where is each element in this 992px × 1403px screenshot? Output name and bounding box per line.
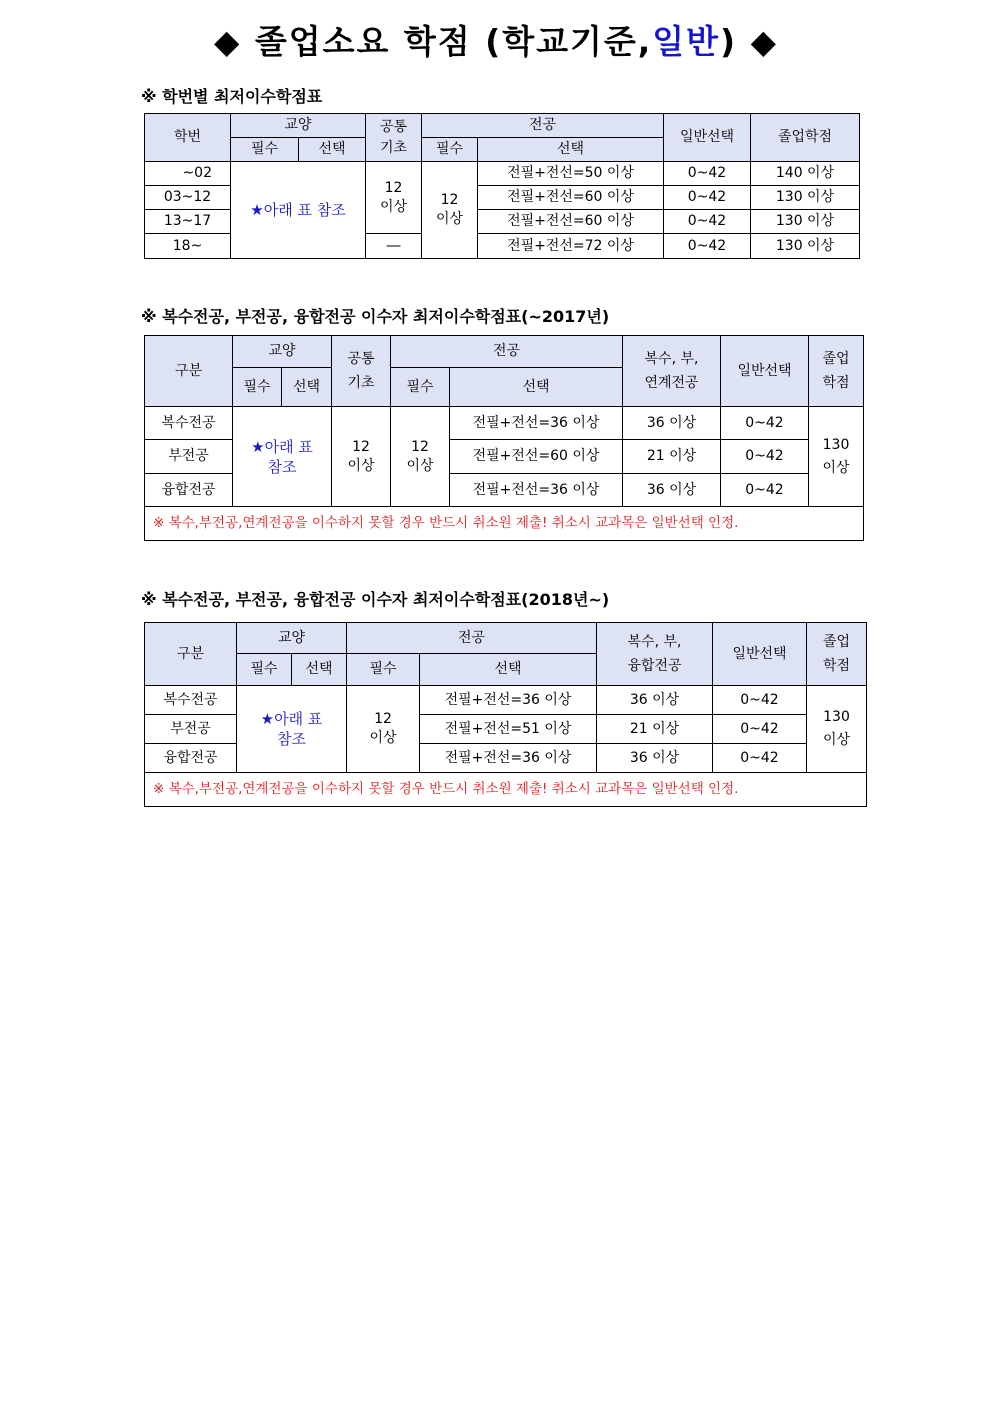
- cell-general: 0~42: [664, 162, 751, 186]
- title-prefix: ◆ 졸업소요 학점 (학교기준,: [214, 22, 653, 61]
- header-joleop: [807, 623, 867, 686]
- header-jeon-seontaek: 선택: [450, 368, 623, 407]
- cell-total: 130 이상: [751, 210, 860, 234]
- gyoyang-reference-text: ★아래 표 참조: [251, 437, 313, 476]
- header-boksu: [623, 336, 721, 407]
- cell-dual: 21 이상: [597, 715, 713, 744]
- header-gyoyang-seontaek: 선택: [292, 654, 347, 686]
- header-gyoyang: 교양: [231, 114, 366, 138]
- cell-type: 융합전공: [145, 474, 233, 507]
- jeon-pilsu-value-text: 12 이상: [406, 438, 434, 474]
- title-suffix: ) ◆: [720, 22, 778, 61]
- header-gyoyang-pilsu: 필수: [231, 138, 299, 162]
- header-jeon-pilsu: 필수: [391, 368, 450, 407]
- cell-major: 전필+전선=72 이상: [478, 234, 664, 259]
- header-ilban: 일반선택: [721, 336, 809, 407]
- cell-general: 0~42: [713, 715, 807, 744]
- cancellation-note: [145, 773, 867, 807]
- header-joleop: 졸업학점: [751, 114, 860, 162]
- table-row: [145, 686, 867, 715]
- total-value-text: 130 이상: [822, 436, 850, 476]
- header-gongtong-text: 공통기초: [347, 351, 375, 391]
- table2-dual-major-credits-to-2017: [144, 335, 864, 541]
- header-gongtong: [332, 336, 391, 407]
- gongtong-value-text: 12 이상: [379, 179, 408, 215]
- header-gyoyang-pilsu: 필수: [233, 368, 282, 407]
- cell-major: 전필+전선=60 이상: [478, 186, 664, 210]
- table3-caption: ※ 복수전공, 부전공, 융합전공 이수자 최저이수학점표(2018년~): [141, 590, 610, 609]
- cell-total: 130 이상: [751, 186, 860, 210]
- header-ilban: 일반선택: [713, 623, 807, 686]
- cell-dual: 36 이상: [623, 407, 721, 440]
- header-joleop-text: 졸업학점: [822, 351, 850, 391]
- gongtong-value-text: 12 이상: [347, 438, 375, 474]
- table1-credits-by-year: [144, 113, 860, 259]
- jeon-pilsu-value: [422, 162, 478, 259]
- page-title: [0, 18, 992, 66]
- cell-dual: 36 이상: [597, 744, 713, 773]
- cell-type: 융합전공: [145, 744, 237, 773]
- cancellation-note: [145, 507, 864, 541]
- jeon-pilsu-value: [347, 686, 420, 773]
- cell-dual: 36 이상: [597, 686, 713, 715]
- cell-major: 전필+전선=60 이상: [450, 440, 623, 474]
- header-gubun: 구분: [145, 623, 237, 686]
- header-joleop: [809, 336, 864, 407]
- cell-major: 전필+전선=36 이상: [450, 474, 623, 507]
- gyoyang-reference-text: ★아래 표 참조: [260, 710, 323, 748]
- total-value-text: 130 이상: [822, 709, 851, 748]
- header-gongtong: [366, 114, 422, 162]
- cell-major: 전필+전선=60 이상: [478, 210, 664, 234]
- cell-type: 부전공: [145, 715, 237, 744]
- table-row: [145, 162, 860, 186]
- table1-caption: ※ 학번별 최저이수학점표: [141, 87, 323, 106]
- cancellation-note-text: ※ 복수,부전공,연계전공을 이수하지 못할 경우 반드시 취소원 제출! 취소시 교과목은 일반선택 인정.: [153, 781, 739, 797]
- cell-major: 전필+전선=36 이상: [450, 407, 623, 440]
- gyoyang-reference: ★아래 표 참조: [231, 162, 366, 259]
- cell-year: 13~17: [145, 210, 231, 234]
- cell-general: 0~42: [713, 744, 807, 773]
- cell-major: 전필+전선=50 이상: [478, 162, 664, 186]
- header-jeon-seontaek: 선택: [420, 654, 597, 686]
- cell-general: 0~42: [721, 407, 809, 440]
- gongtong-value: [332, 407, 391, 507]
- gongtong-value: [366, 162, 422, 234]
- jeon-pilsu-value-text: 12 이상: [369, 711, 397, 746]
- header-gyoyang: 교양: [237, 623, 347, 654]
- cell-general: 0~42: [664, 210, 751, 234]
- header-gyoyang: 교양: [233, 336, 332, 368]
- cell-general: 0~42: [721, 474, 809, 507]
- header-gongtong-text: 공통기초: [379, 118, 408, 156]
- header-gyoyang-seontaek: 선택: [299, 138, 366, 162]
- cell-dual: 21 이상: [623, 440, 721, 474]
- table2-caption: ※ 복수전공, 부전공, 융합전공 이수자 최저이수학점표(~2017년): [141, 307, 610, 326]
- header-jeon-pilsu: 필수: [422, 138, 478, 162]
- cell-year: 18~: [145, 234, 231, 259]
- jeon-pilsu-value-text: 12 이상: [435, 192, 464, 227]
- cell-year: 03~12: [145, 186, 231, 210]
- header-gyoyang-pilsu: 필수: [237, 654, 292, 686]
- cell-major: 전필+전선=36 이상: [420, 744, 597, 773]
- cell-major: 전필+전선=36 이상: [420, 686, 597, 715]
- header-joleop-text: 졸업학점: [822, 634, 851, 674]
- jeon-pilsu-value: [391, 407, 450, 507]
- header-boksu-text: 복수, 부, 연계전공: [644, 351, 699, 391]
- header-hakbeon: 학번: [145, 114, 231, 162]
- cell-general: 0~42: [721, 440, 809, 474]
- title-highlight: 일반: [652, 22, 721, 61]
- header-jeongong: 전공: [347, 623, 597, 654]
- header-boksu-text: 복수, 부, 융합전공: [627, 634, 682, 674]
- cell-dual: 36 이상: [623, 474, 721, 507]
- header-jeon-pilsu: 필수: [347, 654, 420, 686]
- cell-major: 전필+전선=51 이상: [420, 715, 597, 744]
- table3-dual-major-credits-from-2018: [144, 622, 867, 807]
- table-row: [145, 407, 864, 440]
- cell-year: ~02: [145, 162, 231, 186]
- cancellation-note-text: ※ 복수,부전공,연계전공을 이수하지 못할 경우 반드시 취소원 제출! 취소시 교과목은 일반선택 인정.: [153, 515, 739, 531]
- cell-general: 0~42: [664, 234, 751, 259]
- header-jeongong: 전공: [422, 114, 664, 138]
- gyoyang-reference: [233, 407, 332, 507]
- cell-general: 0~42: [713, 686, 807, 715]
- total-value: [807, 686, 867, 773]
- header-boksu: [597, 623, 713, 686]
- cell-type: 복수전공: [145, 407, 233, 440]
- header-ilban: 일반선택: [664, 114, 751, 162]
- header-gyoyang-seontaek: 선택: [282, 368, 332, 407]
- header-jeongong: 전공: [391, 336, 623, 368]
- gyoyang-reference: [237, 686, 347, 773]
- cell-general: 0~42: [664, 186, 751, 210]
- cell-total: 130 이상: [751, 234, 860, 259]
- cell-type: 복수전공: [145, 686, 237, 715]
- gongtong-dash: ―: [366, 234, 422, 259]
- cell-total: 140 이상: [751, 162, 860, 186]
- header-gubun: 구분: [145, 336, 233, 407]
- cell-type: 부전공: [145, 440, 233, 474]
- total-value: [809, 407, 864, 507]
- header-jeon-seontaek: 선택: [478, 138, 664, 162]
